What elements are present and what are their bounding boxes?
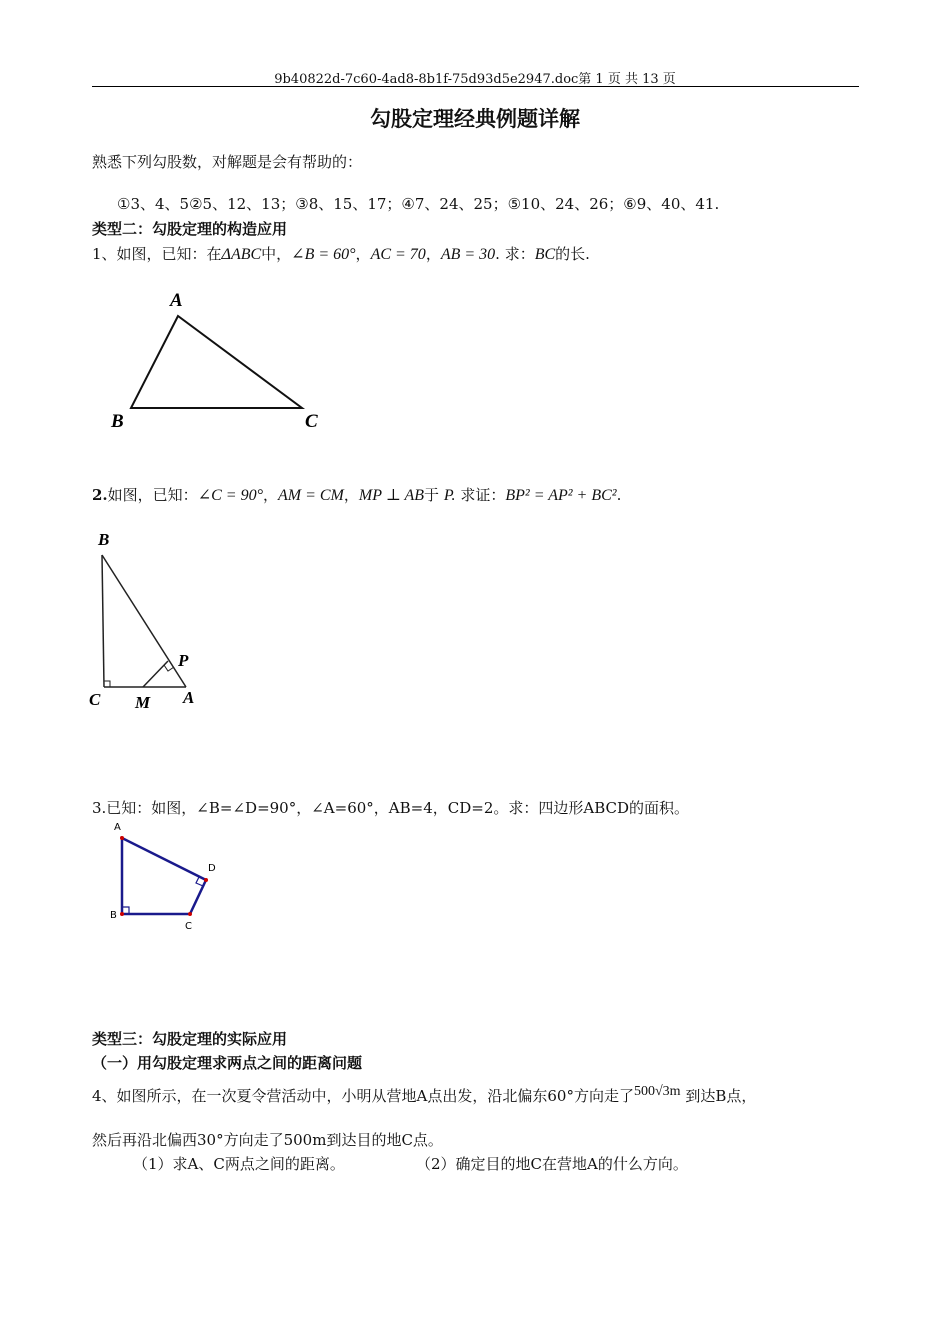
q1-sep1: ，: [355, 245, 371, 263]
point-b: [120, 912, 124, 916]
q1-angle-b: ∠B = 60°: [291, 246, 356, 263]
question-4-part1: （1）求A、C两点之间的距离。: [133, 1155, 345, 1173]
label-b: B: [110, 910, 117, 921]
subsection-heading: （一）用勾股定理求两点之间的距离问题: [92, 1054, 363, 1072]
label-m: M: [135, 693, 151, 712]
q2-prove: 求证：: [460, 486, 506, 504]
label-c: C: [305, 411, 318, 432]
question-4-line2: 然后再沿北偏西30°方向走了500m到达目的地C点。: [92, 1131, 443, 1149]
section-heading-type3: 类型三：勾股定理的实际应用: [92, 1030, 288, 1048]
q4-text-b: 到达B点，: [685, 1087, 757, 1105]
label-a: A: [170, 290, 183, 311]
q1-prefix: 1、如图，已知：在: [92, 245, 222, 263]
label-b: B: [98, 530, 110, 549]
page-header: 9b40822d-7c60-4ad8-8b1f-75d93d5e2947.doc第 1 页 共 13 页: [274, 72, 676, 87]
q2-p: P.: [443, 487, 456, 504]
q1-bc: BC: [534, 246, 556, 263]
q1-sep2: ，: [425, 245, 441, 263]
q4-distance: 500√3m: [633, 1084, 681, 1099]
quadrilateral-abcd: [122, 838, 206, 914]
q1-triangle: ΔABC: [221, 246, 262, 263]
label-a: A: [114, 822, 121, 833]
label-b: B: [111, 411, 124, 432]
point-a: [120, 836, 124, 840]
question-4-line1: [92, 1085, 756, 1106]
q1-zhong: 中，: [261, 245, 292, 263]
q2-equation: BP² = AP² + BC²: [505, 487, 617, 504]
q2-sep1: ，: [262, 486, 278, 504]
label-d: D: [208, 863, 216, 874]
q2-number: 2.: [92, 486, 108, 504]
question-4-part2: （2）确定目的地C在营地A的什么方向。: [416, 1155, 688, 1173]
point-d: [204, 878, 208, 882]
q2-end: .: [616, 486, 622, 504]
pythagorean-triples: ①3、4、5②5、12、13；③8、15、17；④7、24、25；⑤10、24、26；⑥9、40、41.: [117, 195, 720, 213]
q2-angle-c: ∠C = 90°: [197, 487, 263, 504]
label-a: A: [183, 688, 195, 707]
label-c: C: [89, 690, 101, 709]
q2-mp-ab: MP ⊥ AB: [358, 487, 425, 504]
q2-am-cm: AM = CM: [277, 487, 344, 504]
question-3: 3.已知：如图，∠B=∠D=90°，∠A=60°，AB=4，CD=2。求：四边形ABCD的面积。: [92, 799, 689, 817]
q2-sep2: ，: [343, 486, 359, 504]
intro-text: 熟悉下列勾股数，对解题是会有帮助的：: [92, 153, 363, 171]
q1-ac: AC = 70: [370, 246, 426, 263]
page-title: 勾股定理经典例题详解: [370, 107, 580, 131]
q1-tail: 的长.: [555, 245, 590, 263]
section-heading-type2: 类型二：勾股定理的构造应用: [92, 220, 288, 238]
point-c: [188, 912, 192, 916]
q1-ab: AB = 30: [440, 246, 496, 263]
q2-yu: 于: [424, 486, 440, 504]
label-c: C: [185, 921, 192, 932]
q2-prefix: 如图，已知：: [107, 486, 198, 504]
label-p: P: [178, 651, 189, 670]
q1-ask: . 求：: [495, 245, 535, 263]
q4-text-a: 4、如图所示，在一次夏令营活动中，小明从营地A点出发，沿北偏东60°方向走了: [92, 1087, 634, 1105]
